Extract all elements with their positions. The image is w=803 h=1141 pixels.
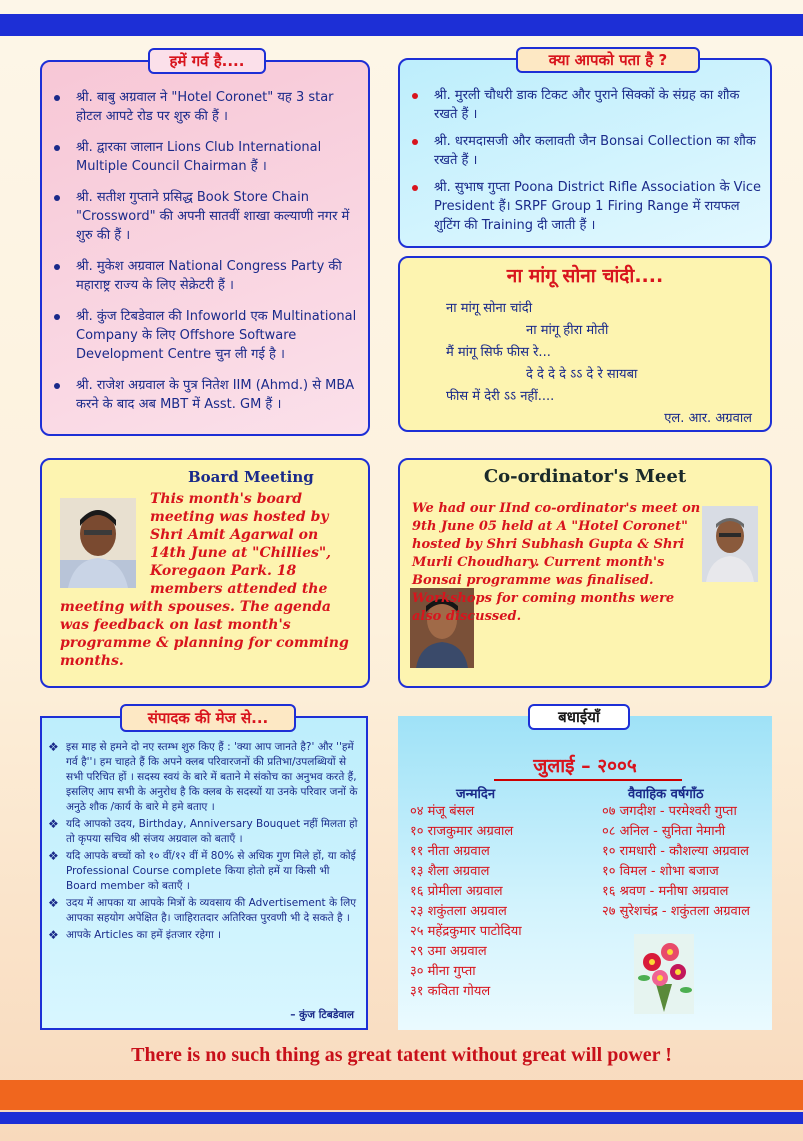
diamond-bullet-icon: ❖ (48, 928, 59, 942)
diamond-bullet-icon: ❖ (48, 849, 59, 863)
anniversary-heading: वैवाहिक वर्षगाँठ (628, 787, 704, 802)
month-underline (494, 779, 682, 781)
poem-line: ना मांगू सोना चांदी (446, 301, 533, 316)
list-item: ३१ कविता गोयल (410, 984, 491, 999)
list-item: ❖ इस माह से हमने दो नए स्तम्भ शुरु किए हैं : 'क्या आप जानते है?' और ''हमें गर्व है''। हम चाहते हैं कि अपने क्लब परिवारजनों की प्रतिभा/उपलब्धियों से सभी परिचित हों । सदस्य स्वयं के बारे में बताने मे संकोच का अनुभव करते हैं, इसलिए आप सभी के अनुरोध है कि क्लब के सदस्यों या उनके परिवार जनों के अनुठे शौक /कार्य के बारे मे हमे बताए । (48, 740, 358, 813)
anniversary-list (602, 802, 750, 922)
poem-box (398, 256, 772, 432)
list-item: १६ प्रोमीला अग्रवाल (410, 884, 503, 899)
board-meeting-title: Board Meeting (188, 468, 314, 486)
diamond-bullet-icon: ❖ (48, 740, 59, 754)
list-item: ०८ अनिल - सुनिता नेमानी (602, 824, 726, 839)
poem-line: मैं मांगू सिर्फ फीस रे... (446, 345, 551, 360)
did-you-know-title: क्या आपको पता है ? (516, 47, 700, 73)
list-item: श्री. द्वारका जालान Lions Club International Multiple Council Chairman हैं । (46, 138, 360, 176)
list-item: १० राजकुमार अग्रवाल (410, 824, 514, 839)
list-item: १६ श्रवण - मनीषा अग्रवाल (602, 884, 729, 899)
did-you-know-list (404, 86, 764, 243)
list-item: ०४ मंजू बंसल (410, 804, 475, 819)
list-item: श्री. सतीश गुप्ताने प्रसिद्ध Book Store Chain "Crossword" की अपनी सातवीं शाखा कल्याणी नगर में शुरु की हैं । (46, 188, 360, 245)
board-meeting-text: This month's board meeting was hosted by Shri Amit Agarwal on 14th June at "Chillies", Koregaon Park. 18 members attended the meeting with spouses. The agenda was feedback on last month's programme & planning for comming months. (60, 491, 349, 669)
poem-title: ना मांगू सोना चांदी.... (506, 265, 664, 287)
list-item: २३ शकुंतला अग्रवाल (410, 904, 507, 919)
list-item: ३० मीना गुप्ता (410, 964, 476, 979)
bottom-orange-band (0, 1080, 803, 1110)
greetings-box (398, 708, 772, 1030)
list-item: ❖ यदि आपके बच्चों को १० वीं/१२ वीं में 80% से अधिक गुण मिले हों, या कोई Professional Course complete किया होतो हमें या किसी भी Board member को बताएँ । (48, 849, 356, 892)
did-you-know-box (398, 51, 772, 248)
diamond-bullet-icon: ❖ (48, 896, 59, 910)
list-item: १० विमल - शोभा बजाज (602, 864, 719, 879)
proud-title: हमें गर्व है.... (148, 48, 266, 74)
list-item: २५ महेंद्रकुमार पाटोदिया (410, 924, 522, 939)
list-item: श्री. मुरली चौधरी डाक टिकट और पुराने सिक्कों के संग्रह का शौक रखते हैं । (404, 86, 764, 124)
poem-author: एल. आर. अग्रवाल (664, 411, 752, 426)
list-item: ❖ आपके Articles का हमें इंतजार रहेगा । (48, 928, 222, 942)
poem-line: फीस में देरी ऽऽ नहीं.... (446, 389, 555, 404)
top-blue-band (0, 14, 803, 36)
diamond-bullet-icon: ❖ (48, 817, 59, 831)
greetings-title: बधाईयाँ (528, 704, 630, 730)
proud-list (46, 88, 360, 426)
list-item: श्री. धरमदासजी और कलावती जैन Bonsai Collection का शौक रखते हैं । (404, 132, 764, 170)
member-photo (702, 506, 758, 582)
list-item: १३ शैला अग्रवाल (410, 864, 490, 879)
list-item: श्री. सुभाष गुप्ता Poona District Rifle Association के Vice President हैं। SRPF Group 1 Firing Range में रायफल शुटिंग की Training दी जाती हैं । (404, 178, 764, 235)
editor-signature: – कुंज टिबडेवाल (290, 1009, 354, 1021)
coordinator-meet-text: We had our IInd co-ordinator's meet on 9th June 05 held at A "Hotel Coronet" hosted by Shri Subhash Gupta & Shri Murli Choudhary. Current month's Bonsai programme was finalised. Workshops for coming months were also discussed. (412, 501, 701, 624)
list-item: श्री. मुकेश अग्रवाल National Congress Party की महाराष्ट्र राज्य के लिए सेक्रेटरी हैं । (46, 257, 360, 295)
editor-desk-box (40, 709, 368, 1030)
list-item: ०७ जगदीश - परमेश्वरी गुप्ता (602, 804, 737, 819)
flower-bouquet-icon (634, 934, 694, 1014)
poem-line: दे दे दे दे ऽऽ दे रे सायबा (526, 367, 638, 382)
list-item: श्री. बाबु अग्रवाल ने "Hotel Coronet" यह 3 star होटल आपटे रोड पर शुरु की हैं । (46, 88, 360, 126)
greetings-month: जुलाई – २००५ (533, 755, 637, 777)
birthday-heading: जन्मदिन (456, 787, 496, 802)
coordinator-meet-box (398, 458, 772, 688)
bottom-blue-band (0, 1112, 803, 1124)
birthday-list (410, 802, 522, 1002)
list-item: २९ उमा अग्रवाल (410, 944, 487, 959)
list-item: ❖ यदि आपको उदय, Birthday, Anniversary Bouquet नहीं मिलता हो तो कृपया सचिव श्री संजय अग्रवाल को बताएँ । (48, 817, 358, 845)
motto-quote: There is no such thing as great tatent without great will power ! (131, 1044, 672, 1066)
proud-box (40, 52, 370, 436)
list-item: श्री. कुंज टिबडेवाल की Infoworld एक Multinational Company के लिए Offshore Software Development Centre चुन ली गई है । (46, 307, 360, 364)
editor-desk-title: संपादक की मेज से... (120, 704, 296, 732)
list-item: ११ नीता अग्रवाल (410, 844, 490, 859)
list-item: २७ सुरेशचंद्र - शकुंतला अग्रवाल (602, 904, 750, 919)
list-item: ❖ उदय में आपका या आपके मित्रों के व्यवसाय की Advertisement के लिए आपका सहयोग अपेक्षित है। जाहिरातदार अतिरिक्त पुरवणी भी दे सकते है । (48, 896, 357, 924)
board-meeting-box (40, 458, 370, 688)
poem-line: ना मांगू हीरा मोती (526, 323, 609, 338)
list-item: १० रामधारी - कौशल्या अग्रवाल (602, 844, 749, 859)
editor-desk-list (44, 740, 358, 945)
coordinator-meet-title: Co-ordinator's Meet (483, 466, 687, 487)
list-item: श्री. राजेश अग्रवाल के पुत्र नितेश IIM (Ahmd.) से MBA करने के बाद अब MBT में Asst. GM हैं । (46, 376, 360, 414)
